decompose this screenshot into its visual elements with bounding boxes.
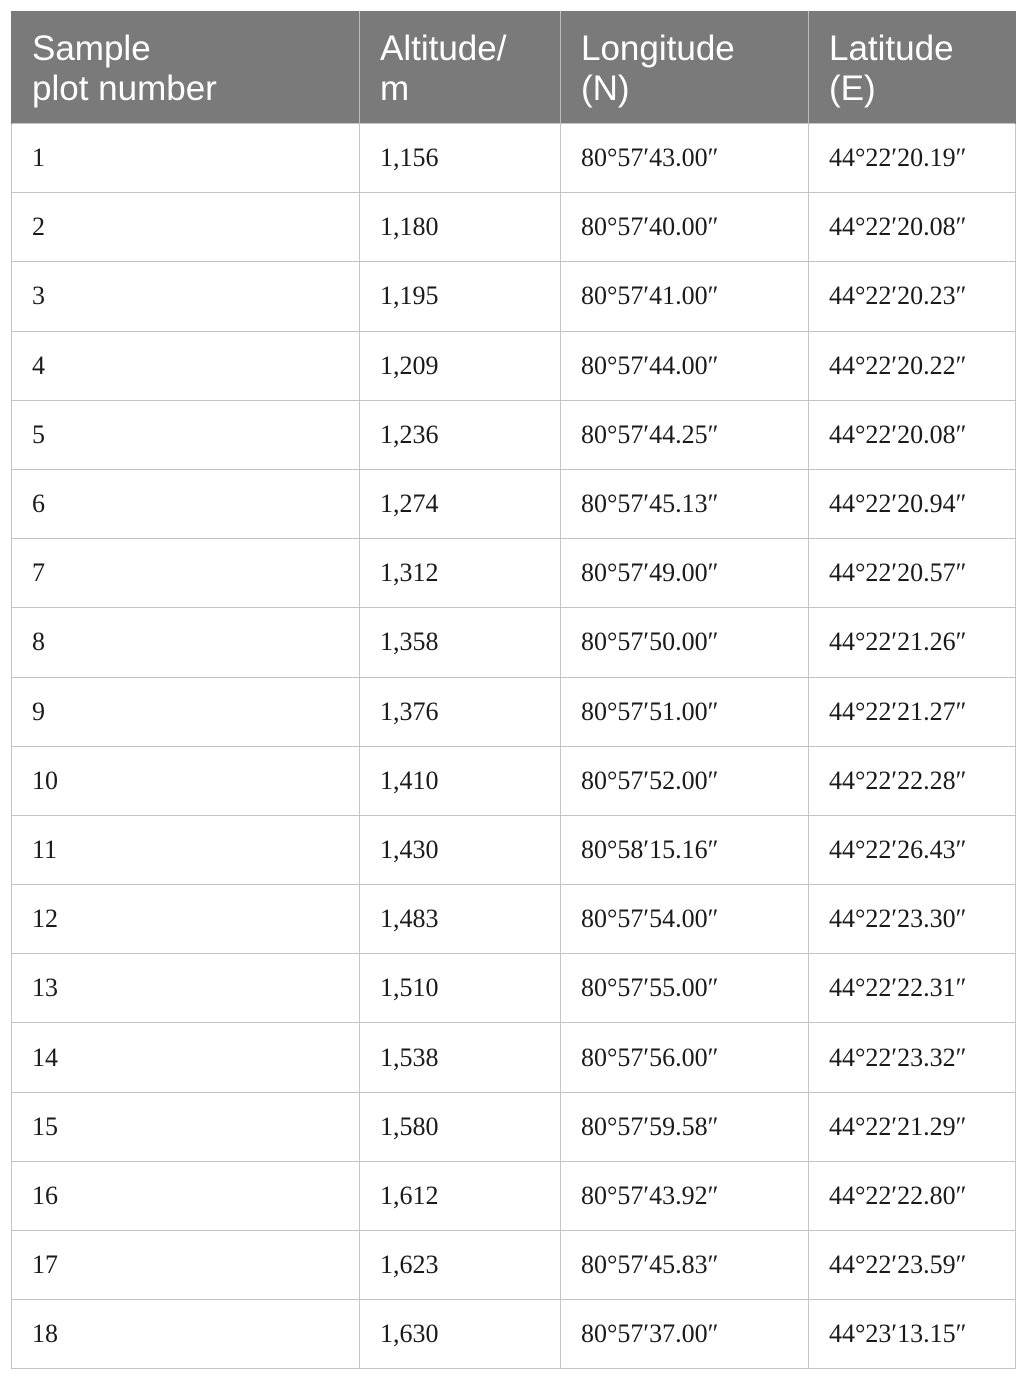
cell-longitude: 80°58′15.16″ (561, 815, 809, 884)
cell-longitude: 80°57′49.00″ (561, 539, 809, 608)
header-sample-plot-number: Sample plot number (12, 11, 360, 124)
cell-longitude: 80°57′52.00″ (561, 746, 809, 815)
cell-sample-plot-number: 5 (12, 400, 360, 469)
cell-longitude: 80°57′37.00″ (561, 1300, 809, 1369)
table-row (12, 885, 1016, 954)
table-row (12, 400, 1016, 469)
cell-sample-plot-number: 11 (12, 815, 360, 884)
cell-latitude: 44°22′20.23″ (809, 262, 1016, 331)
cell-altitude: 1,156 (360, 124, 561, 193)
cell-longitude: 80°57′51.00″ (561, 677, 809, 746)
table-body (12, 124, 1016, 1369)
table-row (12, 1161, 1016, 1230)
cell-altitude: 1,630 (360, 1300, 561, 1369)
cell-latitude: 44°22′22.80″ (809, 1161, 1016, 1230)
cell-sample-plot-number: 16 (12, 1161, 360, 1230)
cell-latitude: 44°22′20.08″ (809, 193, 1016, 262)
cell-latitude: 44°22′20.19″ (809, 124, 1016, 193)
table-row (12, 1300, 1016, 1369)
cell-latitude: 44°22′20.57″ (809, 539, 1016, 608)
cell-latitude: 44°22′22.28″ (809, 746, 1016, 815)
cell-latitude: 44°22′20.08″ (809, 400, 1016, 469)
cell-latitude: 44°22′23.30″ (809, 885, 1016, 954)
table-row (12, 331, 1016, 400)
cell-latitude: 44°22′20.22″ (809, 331, 1016, 400)
sample-plot-table (11, 11, 1016, 1369)
cell-sample-plot-number: 4 (12, 331, 360, 400)
cell-latitude: 44°22′26.43″ (809, 815, 1016, 884)
cell-latitude: 44°22′20.94″ (809, 469, 1016, 538)
cell-altitude: 1,483 (360, 885, 561, 954)
cell-altitude: 1,376 (360, 677, 561, 746)
cell-longitude: 80°57′40.00″ (561, 193, 809, 262)
header-altitude: Altitude/ m (360, 11, 561, 124)
cell-sample-plot-number: 3 (12, 262, 360, 331)
cell-altitude: 1,430 (360, 815, 561, 884)
cell-longitude: 80°57′45.13″ (561, 469, 809, 538)
cell-latitude: 44°22′21.29″ (809, 1092, 1016, 1161)
cell-altitude: 1,180 (360, 193, 561, 262)
cell-sample-plot-number: 8 (12, 608, 360, 677)
cell-altitude: 1,580 (360, 1092, 561, 1161)
cell-latitude: 44°22′22.31″ (809, 954, 1016, 1023)
table-row (12, 746, 1016, 815)
cell-sample-plot-number: 17 (12, 1231, 360, 1300)
table-row (12, 608, 1016, 677)
cell-longitude: 80°57′43.00″ (561, 124, 809, 193)
table-row (12, 1023, 1016, 1092)
cell-sample-plot-number: 10 (12, 746, 360, 815)
cell-latitude: 44°23′13.15″ (809, 1300, 1016, 1369)
header-row (12, 11, 1016, 124)
table-header (12, 11, 1016, 124)
cell-longitude: 80°57′41.00″ (561, 262, 809, 331)
cell-longitude: 80°57′43.92″ (561, 1161, 809, 1230)
cell-longitude: 80°57′45.83″ (561, 1231, 809, 1300)
cell-sample-plot-number: 13 (12, 954, 360, 1023)
cell-altitude: 1,623 (360, 1231, 561, 1300)
cell-altitude: 1,510 (360, 954, 561, 1023)
cell-altitude: 1,312 (360, 539, 561, 608)
table-row (12, 539, 1016, 608)
cell-longitude: 80°57′44.25″ (561, 400, 809, 469)
cell-sample-plot-number: 6 (12, 469, 360, 538)
cell-sample-plot-number: 12 (12, 885, 360, 954)
table-row (12, 815, 1016, 884)
table-row (12, 124, 1016, 193)
header-longitude: Longitude (N) (561, 11, 809, 124)
table-row (12, 469, 1016, 538)
cell-altitude: 1,274 (360, 469, 561, 538)
cell-altitude: 1,410 (360, 746, 561, 815)
cell-altitude: 1,236 (360, 400, 561, 469)
table-row (12, 954, 1016, 1023)
cell-altitude: 1,612 (360, 1161, 561, 1230)
cell-sample-plot-number: 1 (12, 124, 360, 193)
table-row (12, 677, 1016, 746)
cell-longitude: 80°57′56.00″ (561, 1023, 809, 1092)
sample-plot-table-container (11, 11, 1015, 1369)
cell-latitude: 44°22′23.59″ (809, 1231, 1016, 1300)
cell-altitude: 1,358 (360, 608, 561, 677)
cell-latitude: 44°22′23.32″ (809, 1023, 1016, 1092)
cell-sample-plot-number: 2 (12, 193, 360, 262)
table-row (12, 262, 1016, 331)
table-row (12, 1092, 1016, 1161)
cell-altitude: 1,538 (360, 1023, 561, 1092)
cell-sample-plot-number: 18 (12, 1300, 360, 1369)
cell-longitude: 80°57′44.00″ (561, 331, 809, 400)
table-row (12, 193, 1016, 262)
cell-sample-plot-number: 7 (12, 539, 360, 608)
cell-sample-plot-number: 15 (12, 1092, 360, 1161)
table-row (12, 1231, 1016, 1300)
cell-longitude: 80°57′55.00″ (561, 954, 809, 1023)
cell-longitude: 80°57′50.00″ (561, 608, 809, 677)
cell-latitude: 44°22′21.26″ (809, 608, 1016, 677)
cell-latitude: 44°22′21.27″ (809, 677, 1016, 746)
cell-altitude: 1,209 (360, 331, 561, 400)
cell-sample-plot-number: 14 (12, 1023, 360, 1092)
cell-longitude: 80°57′59.58″ (561, 1092, 809, 1161)
cell-altitude: 1,195 (360, 262, 561, 331)
header-latitude: Latitude (E) (809, 11, 1016, 124)
cell-sample-plot-number: 9 (12, 677, 360, 746)
cell-longitude: 80°57′54.00″ (561, 885, 809, 954)
